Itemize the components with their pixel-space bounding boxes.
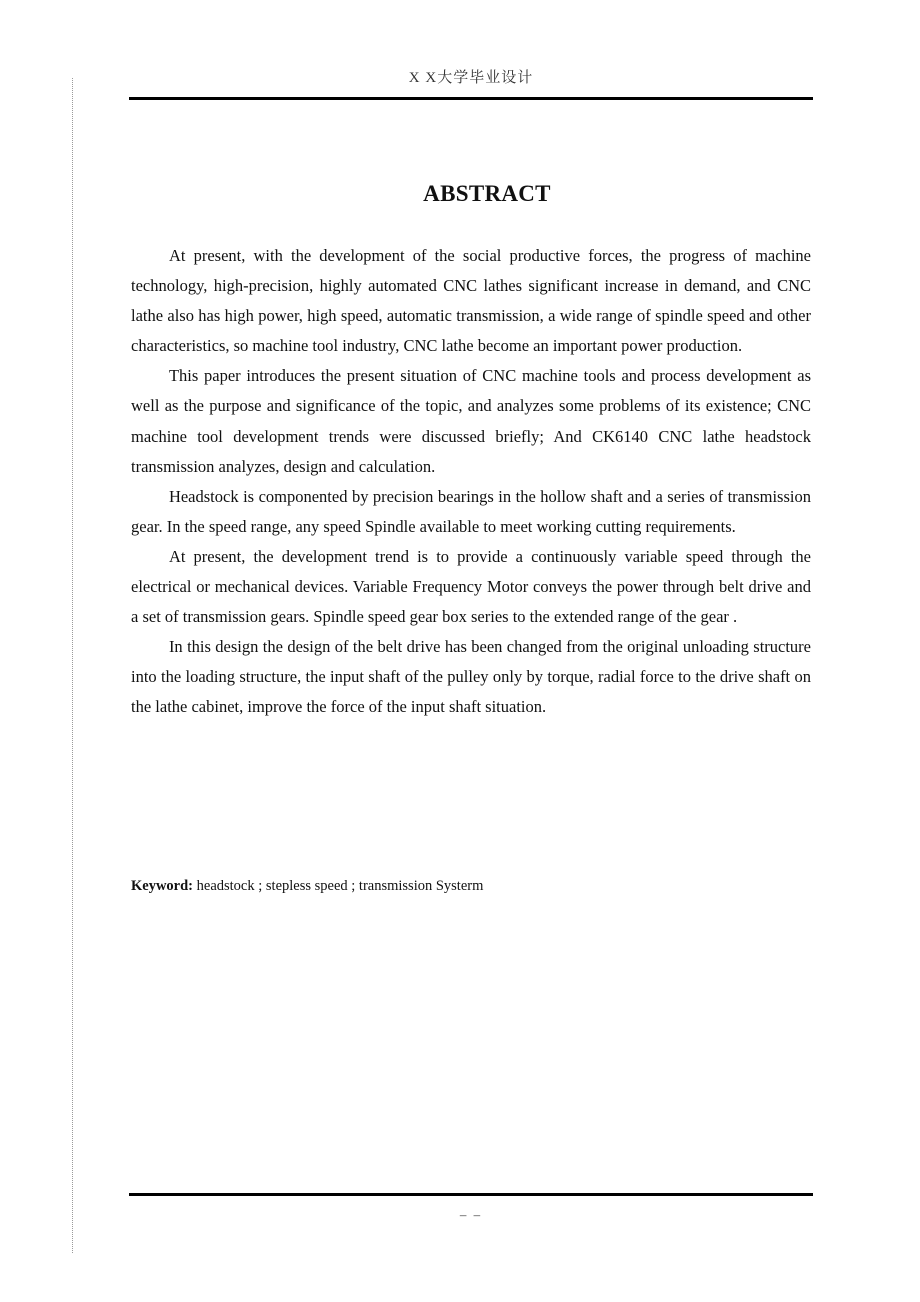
page-number: – – <box>459 1207 483 1222</box>
abstract-paragraph: In this design the design of the belt drive has been changed from the original unloading structure into the loading structure, the input shaft of the pulley only by torque, radial force to the drive shaft on the lathe cabinet, improve the force of the input shaft situation. <box>131 637 811 717</box>
abstract-paragraph: This paper introduces the present situation of CNC machine tools and process development as well as the purpose and significance of the topic, and analyzes some problems of its existence; CNC machine tool development trends were discussed briefly; And CK6140 CNC lathe headstock transmission analyzes, design and calculation. <box>131 366 811 476</box>
abstract-title: ABSTRACT <box>423 181 551 206</box>
keywords-list: headstock ; stepless speed ; transmission Systerm <box>193 878 484 894</box>
footer-rule <box>129 1193 813 1196</box>
running-header: X X大学毕业设计 <box>408 70 534 86</box>
abstract-paragraph: At present, the development trend is to provide a continuously variable speed through the electrical or mechanical devices. Variable Frequency Motor conveys the power through belt drive and a set of transmission gears. Spindle speed gear box series to the extended range of the gear . <box>131 546 811 627</box>
abstract-paragraph: At present, with the development of the social productive forces, the progress of machine technology, high-precision, highly automated CNC lathes significant increase in demand, and CNC lathe also has high power, high speed, automatic transmission, a wide range of spindle speed and other characteristics, so machine tool industry, CNC lathe become an important power production. <box>131 246 811 356</box>
abstract-paragraph: Headstock is componented by precision bearings in the hollow shaft and a series of transmission gear. In the speed range, any speed Spindle available to meet working cutting requirements. <box>131 486 811 536</box>
keywords-line <box>131 878 483 895</box>
keywords-label: Keyword: <box>131 878 194 894</box>
header-rule <box>129 97 813 100</box>
binding-margin-line <box>72 78 73 1253</box>
abstract-body <box>131 241 811 723</box>
